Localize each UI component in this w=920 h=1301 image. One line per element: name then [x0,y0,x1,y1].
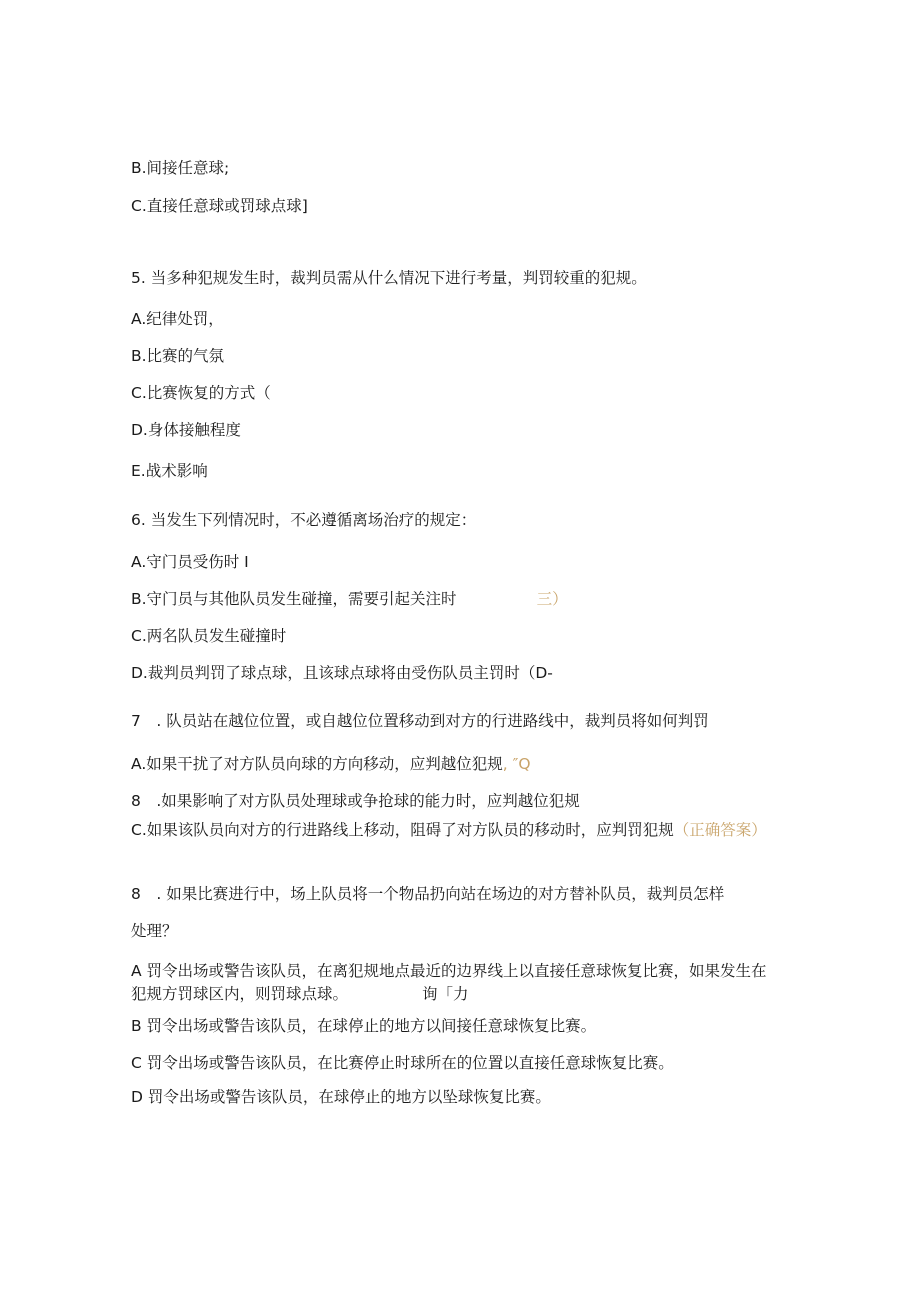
q7-option-c-mark: （正确答案） [673,821,767,839]
q8-option-d: D 罚令出场或警告该队员，在球停止的地方以坠球恢复比赛。 [131,1088,551,1106]
q7-option-a-row [131,754,531,774]
q5-option-e: E.战术影响 [131,462,208,480]
q5-option-b: B.比赛的气氛 [131,347,225,365]
q6-option-b: B.守门员与其他队员发生碰撞，需要引起关注时 [131,590,457,608]
q6-option-c: C.两名队员发生碰撞时 [131,627,287,645]
q8-question-line2: 处理？ [131,922,178,940]
q7-option-b: 8 .如果影响了对方队员处理球或争抢球的能力时，应判越位犯规 [131,792,580,810]
q7-option-a-mark: , ″Q [502,755,531,773]
q5-option-a: A.纪律处罚， [131,310,224,328]
q7-option-c: C.如果该队员向对方的行进路线上移动，阻碍了对方队员的移动时，应判罚犯规 [131,821,674,839]
q8-option-a-row [131,960,781,1006]
q6-option-b-row [131,589,568,609]
q8-option-c: C 罚令出场或警告该队员，在比赛停止时球所在的位置以直接任意球恢复比赛。 [131,1054,674,1072]
q5-question: 5. 当多种犯规发生时，裁判员需从什么情况下进行考量，判罚较重的犯规。 [131,269,647,287]
q7-option-c-row [131,819,781,842]
q6-option-b-mark: 三） [536,590,568,608]
q8-option-a-mark: 询「力 [422,985,469,1003]
q8-option-a: A 罚令出场或警告该队员，在离犯规地点最近的边界线上以直接任意球恢复比赛，如果发生在犯规方罚球区内，则罚球点球。 [131,962,767,1003]
q7-question: 7 . 队员站在越位位置，或自越位位置移动到对方的行进路线中，裁判员将如何判罚 [131,712,709,730]
q5-option-c: C.比赛恢复的方式（ [131,384,271,402]
q8-question-line1: 8 . 如果比赛进行中，场上队员将一个物品扔向站在场边的对方替补队员，裁判员怎样 [131,885,725,903]
q7-option-a: A.如果干扰了对方队员向球的方向移动，应判越位犯规 [131,755,503,773]
q6-option-d: D.裁判员判罚了球点球，且该球点球将由受伤队员主罚时（D- [131,664,553,682]
q4-option-b: B.间接任意球; [131,159,230,177]
q6-question: 6. 当发生下列情况时，不必遵循离场治疗的规定： [131,511,477,529]
q6-option-a: A.守门员受伤时 I [131,553,249,571]
q4-option-c: C.直接任意球或罚球点球] [131,197,308,215]
q5-option-d: D.身体接触程度 [131,421,241,439]
q8-option-b: B 罚令出场或警告该队员，在球停止的地方以间接任意球恢复比赛。 [131,1017,597,1035]
